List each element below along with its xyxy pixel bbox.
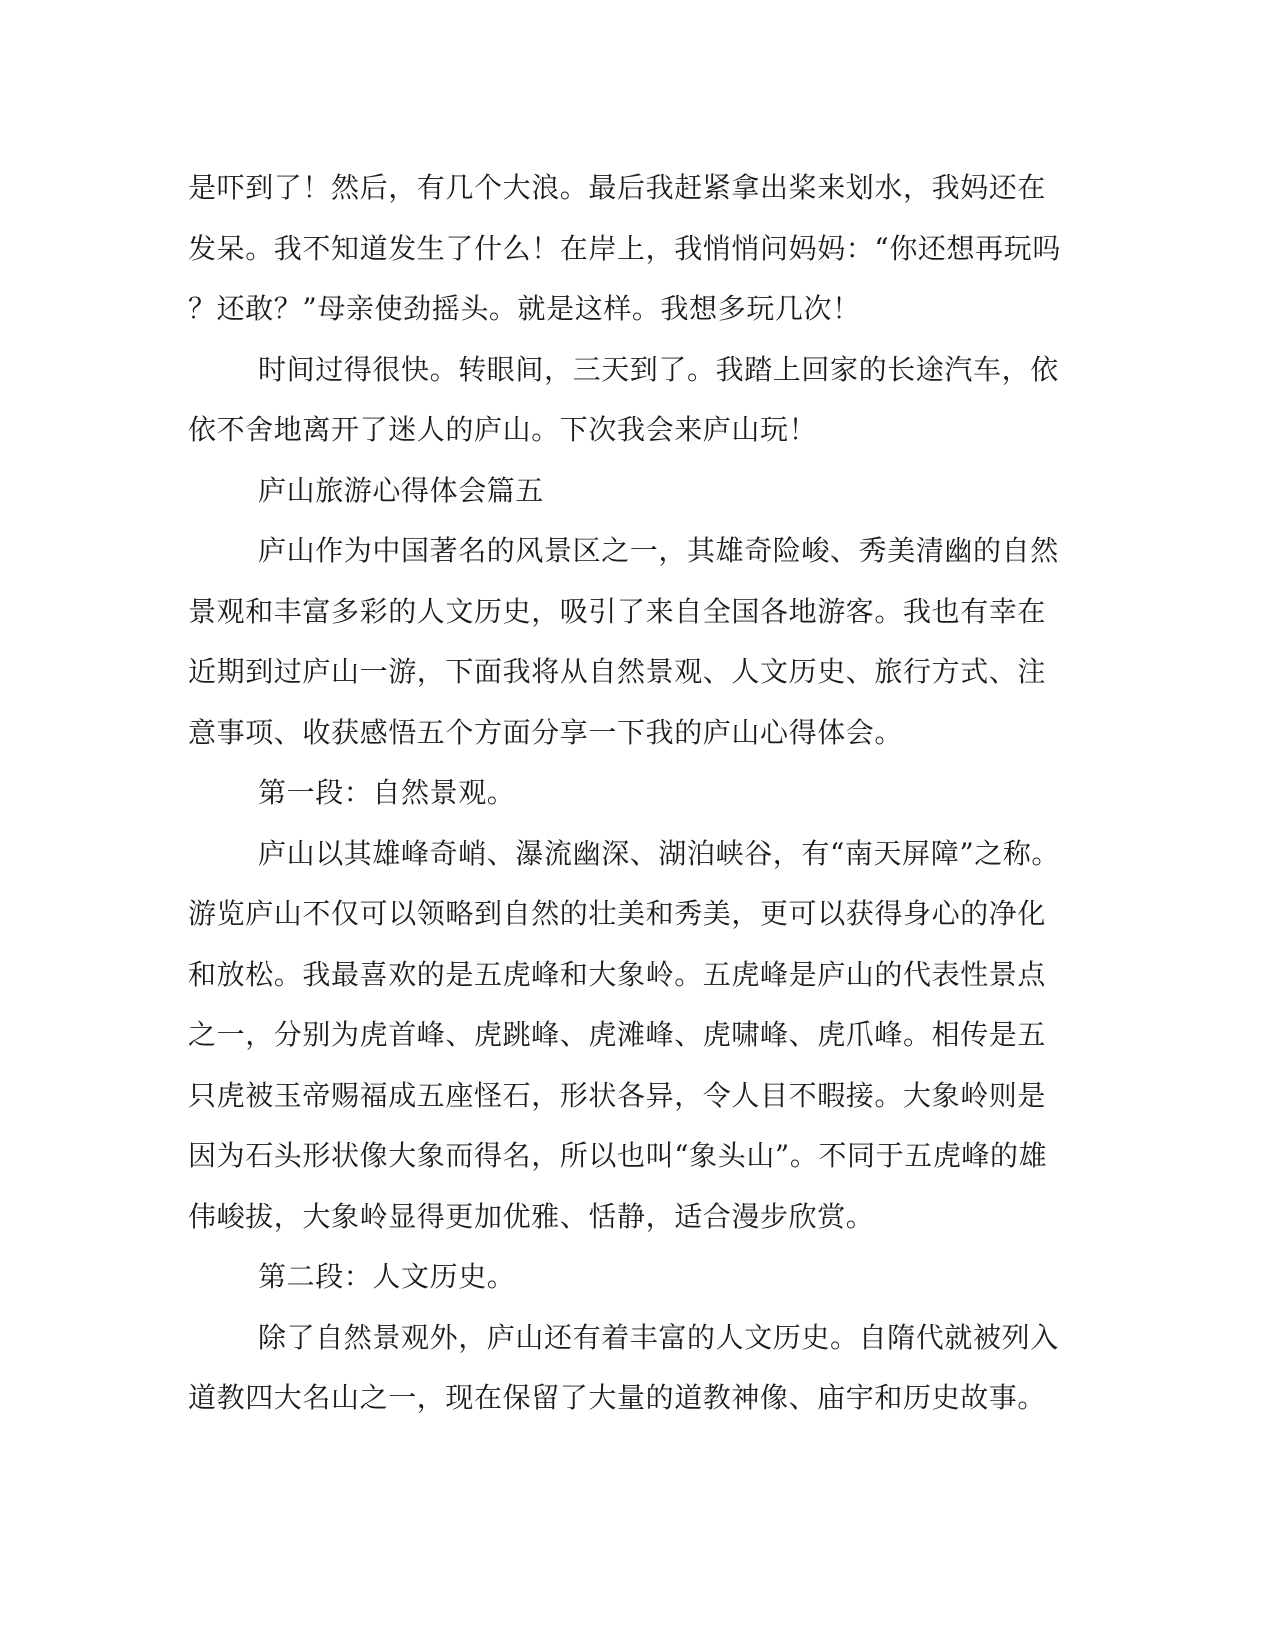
- text-line: 发呆。我不知道发生了什么！在岸上，我悄悄问妈妈：“你还想再玩吗: [188, 231, 1061, 265]
- text-line: 是吓到了！然后，有几个大浪。最后我赶紧拿出桨来划水，我妈还在: [188, 171, 1047, 204]
- paragraph-start-line: 时间过得很快。转眼间，三天到了。我踏上回家的长途汽车，依: [258, 352, 1059, 386]
- section-heading: 第二段：人文历史。: [258, 1260, 516, 1293]
- text-line: 意事项、收获感悟五个方面分享一下我的庐山心得体会。: [188, 715, 904, 749]
- text-line: 和放松。我最喜欢的是五虎峰和大象岭。五虎峰是庐山的代表性景点: [188, 957, 1047, 991]
- text-line: 之一，分别为虎首峰、虎跳峰、虎滩峰、虎啸峰、虎爪峰。相传是五: [188, 1018, 1047, 1051]
- text-line: 景观和丰富多彩的人文历史，吸引了来自全国各地游客。我也有幸在: [188, 594, 1047, 628]
- paragraph-start-line: 除了自然景观外，庐山还有着丰富的人文历史。自隋代就被列入: [258, 1320, 1059, 1354]
- paragraph-start-line: 庐山作为中国著名的风景区之一，其雄奇险峻、秀美清幽的自然: [258, 534, 1059, 567]
- section-heading: 第一段：自然景观。: [258, 776, 516, 809]
- document-body: [188, 158, 1073, 1429]
- text-line: 因为石头形状像大象而得名，所以也叫“象头山”。不同于五虎峰的雄: [188, 1139, 1048, 1172]
- text-line: ？还敢？”母亲使劲摇头。就是这样。我想多玩几次！: [188, 292, 861, 325]
- paragraph-start-line: 庐山以其雄峰奇峭、瀑流幽深、湖泊峡谷，有“南天屏障”之称。: [258, 836, 1061, 870]
- text-line: 依不舍地离开了迷人的庐山。下次我会来庐山玩！: [188, 413, 818, 446]
- text-line: 游览庐山不仅可以领略到自然的壮美和秀美，更可以获得身心的净化: [188, 897, 1047, 930]
- text-line: 只虎被玉帝赐福成五座怪石，形状各异，令人目不暇接。大象岭则是: [188, 1078, 1047, 1112]
- text-line: 伟峻拔，大象岭显得更加优雅、恬静，适合漫步欣赏。: [188, 1199, 875, 1233]
- article-title: 庐山旅游心得体会篇五: [258, 473, 545, 507]
- text-line: 近期到过庐山一游，下面我将从自然景观、人文历史、旅行方式、注: [188, 655, 1047, 688]
- text-line: 道教四大名山之一，现在保留了大量的道教神像、庙宇和历史故事。: [188, 1381, 1047, 1414]
